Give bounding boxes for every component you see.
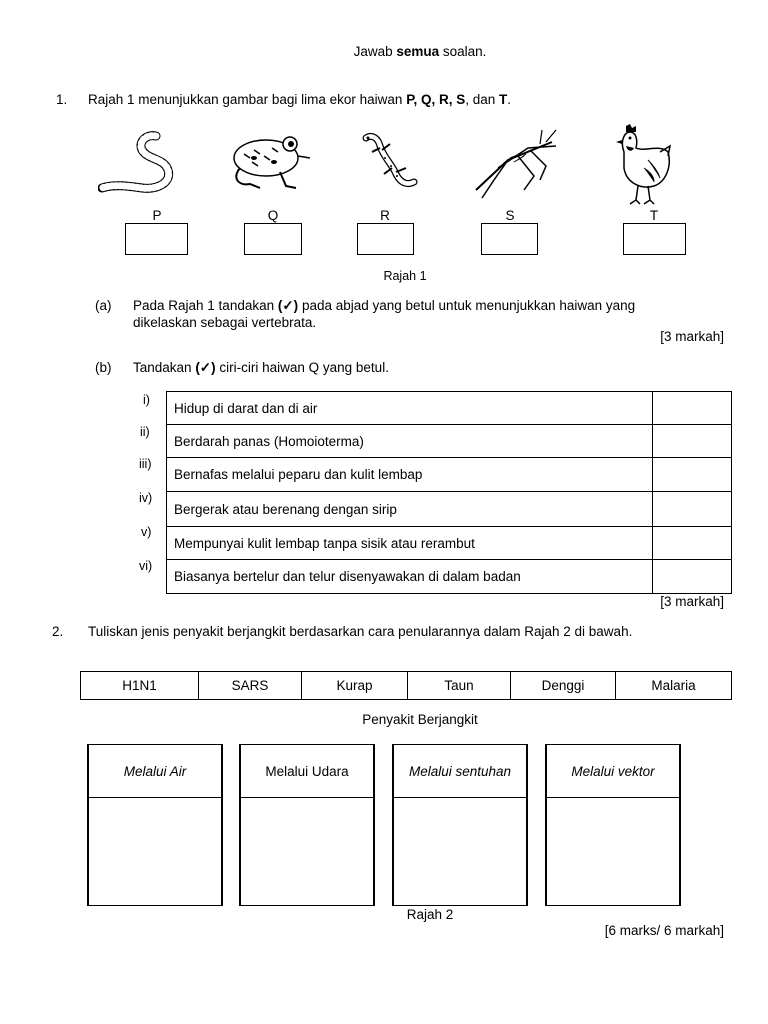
tick-cell[interactable] — [653, 458, 732, 492]
table-row — [167, 492, 732, 527]
q2-text: Tuliskan jenis penyakit berjangkit berdasarkan cara penularannya dalam Rajah 2 di bawah. — [88, 624, 633, 639]
table-row — [167, 527, 732, 560]
row-number: ii) — [140, 425, 150, 439]
q1-text — [88, 92, 511, 107]
disease-item[interactable]: Denggi — [511, 672, 616, 700]
q1a-text — [133, 298, 733, 314]
animal-label-q: Q — [267, 208, 279, 223]
row-number: iii) — [139, 457, 152, 471]
answer-box-q[interactable] — [244, 223, 302, 255]
q1a-text-start: Pada Rajah 1 tandakan — [133, 298, 278, 313]
q1-text-end: . — [507, 92, 512, 107]
q1a-text-end: pada abjad yang betul untuk menunjukkan haiwan yang — [298, 298, 636, 313]
animal-label-s: S — [505, 208, 515, 223]
row-number: v) — [141, 525, 152, 539]
instruction-prefix: Jawab — [353, 44, 397, 59]
animal-label-r: R — [380, 208, 390, 223]
chicken-icon — [610, 122, 674, 206]
row-number: iv) — [139, 491, 153, 505]
q1b-text — [133, 360, 389, 376]
row-text: Bernafas melalui peparu dan kulit lembap — [167, 458, 653, 492]
tick-cell[interactable] — [653, 392, 732, 425]
table-row — [167, 560, 732, 594]
answer-box-p[interactable] — [125, 223, 188, 255]
row-text: Biasanya bertelur dan telur disenyawakan di dalam badan — [167, 560, 653, 594]
answer-box-s[interactable] — [481, 223, 538, 255]
category-card-vektor[interactable] — [545, 744, 681, 906]
q1a-text-line2: dikelaskan sebagai vertebrata. — [133, 315, 317, 330]
answer-box-r[interactable] — [357, 223, 414, 255]
category-card-sentuhan[interactable] — [392, 744, 528, 906]
tick-symbol: (✓) — [195, 360, 216, 375]
table-row — [167, 425, 732, 458]
disease-item[interactable]: SARS — [199, 672, 302, 700]
category-title: Melalui vektor — [547, 745, 679, 798]
table-row — [167, 458, 732, 492]
disease-item[interactable]: Taun — [408, 672, 511, 700]
table-row — [167, 392, 732, 425]
instruction — [0, 44, 768, 59]
figure-caption-1: Rajah 1 — [383, 269, 427, 283]
tick-cell[interactable] — [653, 425, 732, 458]
q1-text-mid: , dan — [465, 92, 499, 107]
q2-number: 2. — [52, 624, 64, 639]
q1b-marks: [3 markah] — [660, 594, 724, 609]
q1b-label: (b) — [95, 360, 112, 375]
category-title: Melalui Air — [89, 745, 221, 798]
tick-cell[interactable] — [653, 560, 732, 594]
row-number: i) — [143, 393, 150, 407]
disease-item[interactable]: H1N1 — [81, 672, 199, 700]
instruction-suffix: soalan. — [439, 44, 487, 59]
q1-number: 1. — [56, 92, 68, 107]
q1b-text-end: ciri-ciri haiwan Q yang betul. — [215, 360, 389, 375]
disease-item[interactable]: Kurap — [302, 672, 408, 700]
lizard-icon — [354, 128, 422, 194]
disease-item[interactable]: Malaria — [616, 672, 732, 700]
frog-icon — [224, 128, 314, 194]
tick-cell[interactable] — [653, 527, 732, 560]
answer-box-t[interactable] — [623, 223, 686, 255]
q1b-text-start: Tandakan — [133, 360, 196, 375]
category-title: Melalui sentuhan — [394, 745, 526, 798]
characteristics-table — [166, 391, 732, 594]
row-text: Bergerak atau berenang dengan sirip — [167, 492, 653, 527]
animal-label-p: P — [152, 208, 162, 223]
q1-letter-last: T — [499, 92, 508, 107]
category-card-udara[interactable] — [239, 744, 375, 906]
q1a-label: (a) — [95, 298, 112, 313]
q1-letters: P, Q, R, S — [406, 92, 466, 107]
worm-icon — [98, 128, 184, 198]
tick-symbol: (✓) — [277, 298, 299, 313]
q1a-marks: [3 markah] — [660, 329, 724, 344]
row-text: Mempunyai kulit lembap tanpa sisik atau rerambut — [167, 527, 653, 560]
row-text: Berdarah panas (Homoioterma) — [167, 425, 653, 458]
grasshopper-icon — [468, 126, 564, 200]
category-card-air[interactable] — [87, 744, 223, 906]
instruction-bold: semua — [396, 44, 440, 59]
row-number: vi) — [139, 559, 153, 573]
q1-text-main: Rajah 1 menunjukkan gambar bagi lima ekor haiwan — [88, 92, 407, 107]
category-title: Melalui Udara — [241, 745, 373, 798]
row-text: Hidup di darat dan di air — [167, 392, 653, 425]
tick-cell[interactable] — [653, 492, 732, 527]
diagram-heading: Penyakit Berjangkit — [362, 712, 478, 727]
q2-marks: [6 marks/ 6 markah] — [604, 923, 724, 938]
disease-list — [80, 671, 732, 700]
figure-caption-2: Rajah 2 — [406, 907, 454, 922]
animal-label-t: T — [649, 208, 659, 223]
